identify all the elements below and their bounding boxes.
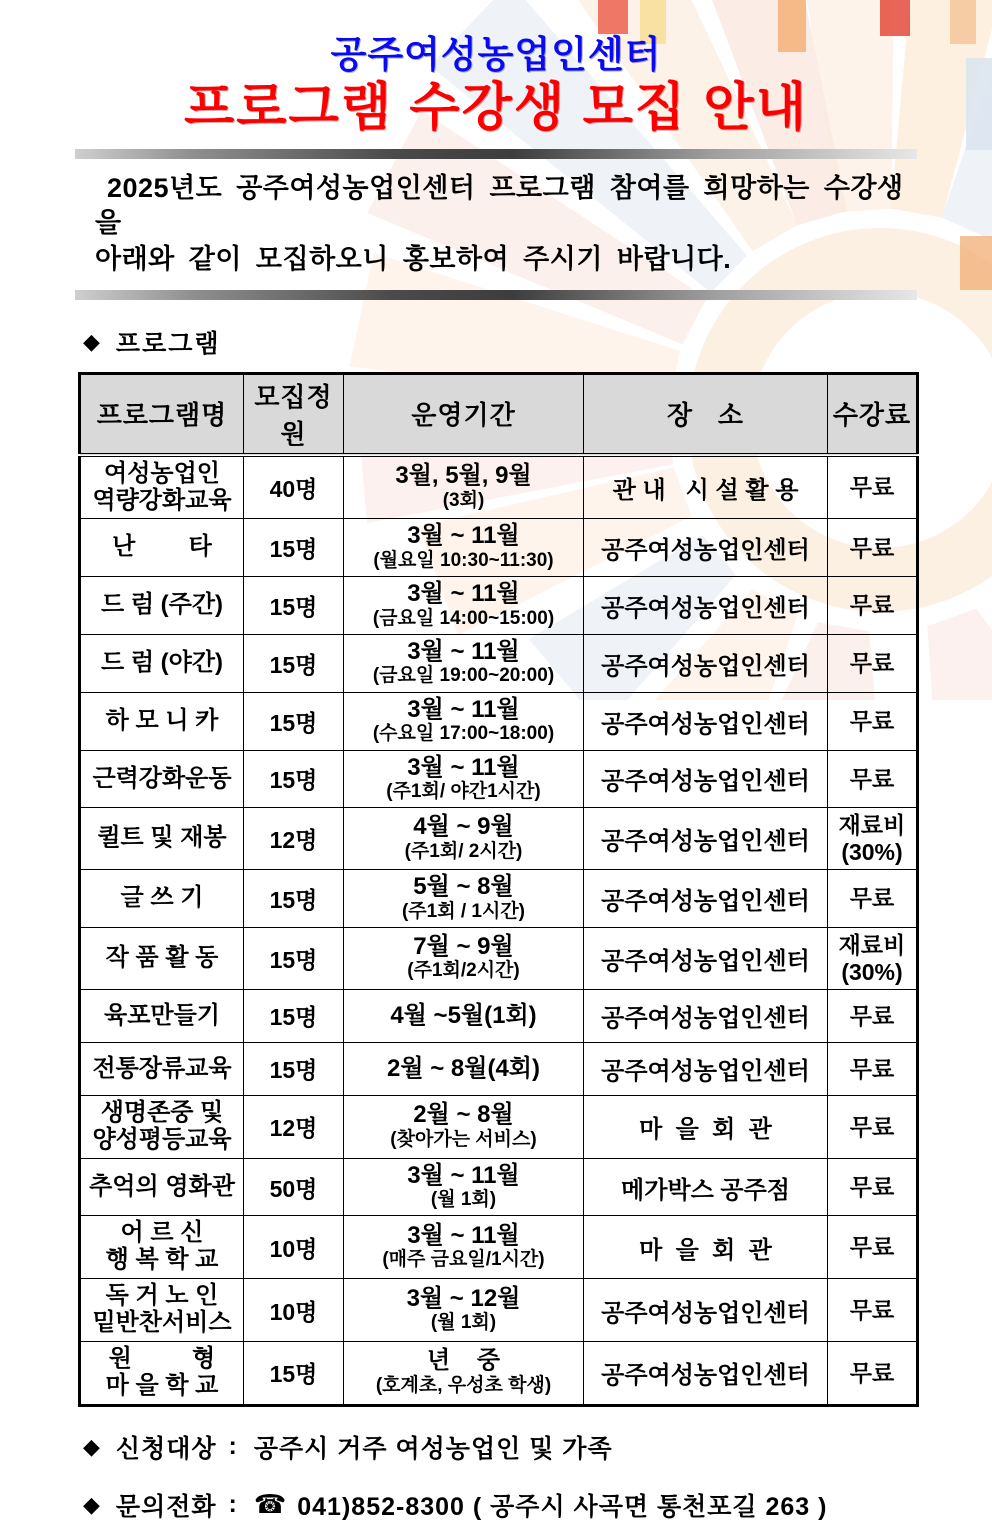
capacity-cell: 15명 xyxy=(244,1042,344,1095)
fee-cell: 무료 xyxy=(828,1158,918,1216)
capacity-cell: 15명 xyxy=(244,577,344,635)
place-cell: 공주여성농업인센터 xyxy=(584,692,828,750)
apply-colon: : xyxy=(228,1432,238,1461)
fee-cell: 무료 xyxy=(828,1216,918,1279)
program-name-cell: 드 럼 (야간) xyxy=(80,635,244,693)
intro-line-2: 아래와 같이 모집하오니 홍보하여 주시기 바랍니다. xyxy=(95,244,732,275)
place-cell: 공주여성농업인센터 xyxy=(584,989,828,1042)
divider-bar-top xyxy=(75,149,917,159)
period-cell: 3월 ~ 12월 (월 1회) xyxy=(344,1279,584,1342)
capacity-cell: 40명 xyxy=(244,455,344,519)
place-cell: 공주여성농업인센터 xyxy=(584,750,828,808)
capacity-cell: 15명 xyxy=(244,519,344,577)
fee-cell: 무료 xyxy=(828,1042,918,1095)
table-row xyxy=(80,750,918,808)
table-row xyxy=(80,455,918,519)
program-name-cell: 글 쓰 기 xyxy=(80,870,244,928)
program-section-heading xyxy=(83,324,992,360)
program-name-cell: 어 르 신 행 복 학 교 xyxy=(80,1216,244,1279)
capacity-cell: 15명 xyxy=(244,870,344,928)
capacity-cell: 10명 xyxy=(244,1216,344,1279)
column-header-capacity: 모집정원 xyxy=(244,373,344,455)
table-row xyxy=(80,1279,918,1342)
org-title: 공주여성농업인센터 xyxy=(330,34,662,75)
period-cell: 3월 ~ 11월 (매주 금요일/1시간) xyxy=(344,1216,584,1279)
place-cell: 공주여성농업인센터 xyxy=(584,1341,828,1405)
fee-cell: 무료 xyxy=(828,1341,918,1405)
fee-cell: 무료 xyxy=(828,577,918,635)
fee-cell: 재료비 (30%) xyxy=(828,808,918,870)
capacity-cell: 15명 xyxy=(244,1341,344,1405)
table-row xyxy=(80,1341,918,1405)
period-cell: 2월 ~ 8월(4회) xyxy=(344,1042,584,1095)
period-cell: 3월 ~ 11월 (금요일 19:00~20:00) xyxy=(344,635,584,693)
place-cell: 공주여성농업인센터 xyxy=(584,1042,828,1095)
period-cell: 2월 ~ 8월 (찾아가는 서비스) xyxy=(344,1095,584,1158)
program-section-label: 프로그램 xyxy=(115,329,221,358)
table-row xyxy=(80,1095,918,1158)
program-name-cell: 독 거 노 인 밑반찬서비스 xyxy=(80,1279,244,1342)
fee-cell: 재료비 (30%) xyxy=(828,928,918,990)
fee-cell: 무료 xyxy=(828,989,918,1042)
table-row xyxy=(80,692,918,750)
period-cell: 3월 ~ 11월 (수요일 17:00~18:00) xyxy=(344,692,584,750)
fee-cell: 무료 xyxy=(828,455,918,519)
table-row xyxy=(80,577,918,635)
apply-label: 신청대상 xyxy=(115,1434,217,1463)
program-name-cell: 여성농업인 역량강화교육 xyxy=(80,455,244,519)
diamond-icon: ◆ xyxy=(83,1433,100,1459)
program-name-cell: 생명존중 및 양성평등교육 xyxy=(80,1095,244,1158)
table-row xyxy=(80,1216,918,1279)
phone-icon: ☎ xyxy=(253,1489,288,1520)
fee-cell: 무료 xyxy=(828,1095,918,1158)
program-name-cell: 추억의 영화관 xyxy=(80,1158,244,1216)
period-cell: 년 중 (호계초, 우성초 학생) xyxy=(344,1341,584,1405)
capacity-cell: 15명 xyxy=(244,692,344,750)
fee-cell: 무료 xyxy=(828,519,918,577)
program-name-cell: 퀼트 및 재봉 xyxy=(80,808,244,870)
period-cell: 3월 ~ 11월 (월요일 10:30~11:30) xyxy=(344,519,584,577)
program-name-cell: 육포만들기 xyxy=(80,989,244,1042)
table-row xyxy=(80,519,918,577)
footer-contact-line xyxy=(83,1487,992,1523)
main-title: 프로그램 수강생 모집 안내 xyxy=(184,78,808,137)
diamond-icon: ◆ xyxy=(83,1491,100,1517)
intro-line-1: 2025년도 공주여성농업인센터 프로그램 참여를 희망하는 수강생을 xyxy=(95,172,904,239)
program-table xyxy=(78,372,919,1407)
contact-colon: : xyxy=(228,1490,238,1519)
capacity-cell: 12명 xyxy=(244,1095,344,1158)
program-name-cell: 하 모 니 카 xyxy=(80,692,244,750)
table-row xyxy=(80,1042,918,1095)
capacity-cell: 50명 xyxy=(244,1158,344,1216)
apply-value: 공주시 거주 여성농업인 및 가족 xyxy=(253,1434,613,1463)
place-cell: 마 을 회 관 xyxy=(584,1216,828,1279)
capacity-cell: 12명 xyxy=(244,808,344,870)
period-cell: 3월 ~ 11월 (주1회/ 야간1시간) xyxy=(344,750,584,808)
table-row xyxy=(80,635,918,693)
program-table-body xyxy=(80,455,918,1406)
period-cell: 3월, 5월, 9월 (3회) xyxy=(344,455,584,519)
contact-value: 041)852-8300 ( 공주시 사곡면 통천포길 263 ) xyxy=(297,1492,828,1521)
capacity-cell: 10명 xyxy=(244,1279,344,1342)
period-cell: 3월 ~ 11월 (월 1회) xyxy=(344,1158,584,1216)
program-name-cell: 작 품 활 동 xyxy=(80,928,244,990)
capacity-cell: 15명 xyxy=(244,989,344,1042)
column-header-program-name: 프로그램명 xyxy=(80,373,244,455)
place-cell: 공주여성농업인센터 xyxy=(584,635,828,693)
intro-paragraph xyxy=(95,171,922,278)
divider-bar-bottom xyxy=(75,290,917,300)
table-row xyxy=(80,1158,918,1216)
program-name-cell: 근력강화운동 xyxy=(80,750,244,808)
footer-apply-line xyxy=(83,1429,992,1465)
fee-cell: 무료 xyxy=(828,870,918,928)
fee-cell: 무료 xyxy=(828,750,918,808)
period-cell: 3월 ~ 11월 (금요일 14:00~15:00) xyxy=(344,577,584,635)
column-header-period: 운영기간 xyxy=(344,373,584,455)
program-name-cell: 드 럼 (주간) xyxy=(80,577,244,635)
program-name-cell: 원 형 마 을 학 교 xyxy=(80,1341,244,1405)
place-cell: 공주여성농업인센터 xyxy=(584,870,828,928)
place-cell: 공주여성농업인센터 xyxy=(584,928,828,990)
column-header-place: 장 소 xyxy=(584,373,828,455)
contact-label: 문의전화 xyxy=(115,1492,217,1521)
place-cell: 공주여성농업인센터 xyxy=(584,1279,828,1342)
place-cell: 마 을 회 관 xyxy=(584,1095,828,1158)
column-header-fee: 수강료 xyxy=(828,373,918,455)
place-cell: 관 내 시 설 활 용 xyxy=(584,455,828,519)
capacity-cell: 15명 xyxy=(244,635,344,693)
program-name-cell: 난 타 xyxy=(80,519,244,577)
place-cell: 공주여성농업인센터 xyxy=(584,577,828,635)
place-cell: 메가박스 공주점 xyxy=(584,1158,828,1216)
fee-cell: 무료 xyxy=(828,692,918,750)
table-row xyxy=(80,870,918,928)
capacity-cell: 15명 xyxy=(244,750,344,808)
capacity-cell: 15명 xyxy=(244,928,344,990)
table-header-row xyxy=(80,373,918,455)
table-row xyxy=(80,808,918,870)
diamond-icon: ◆ xyxy=(83,328,100,354)
table-row xyxy=(80,989,918,1042)
program-name-cell: 전통장류교육 xyxy=(80,1042,244,1095)
period-cell: 4월 ~5월(1회) xyxy=(344,989,584,1042)
fee-cell: 무료 xyxy=(828,635,918,693)
place-cell: 공주여성농업인센터 xyxy=(584,808,828,870)
period-cell: 4월 ~ 9월 (주1회/ 2시간) xyxy=(344,808,584,870)
table-row xyxy=(80,928,918,990)
period-cell: 7월 ~ 9월 (주1회/2시간) xyxy=(344,928,584,990)
place-cell: 공주여성농업인센터 xyxy=(584,519,828,577)
period-cell: 5월 ~ 8월 (주1회 / 1시간) xyxy=(344,870,584,928)
fee-cell: 무료 xyxy=(828,1279,918,1342)
